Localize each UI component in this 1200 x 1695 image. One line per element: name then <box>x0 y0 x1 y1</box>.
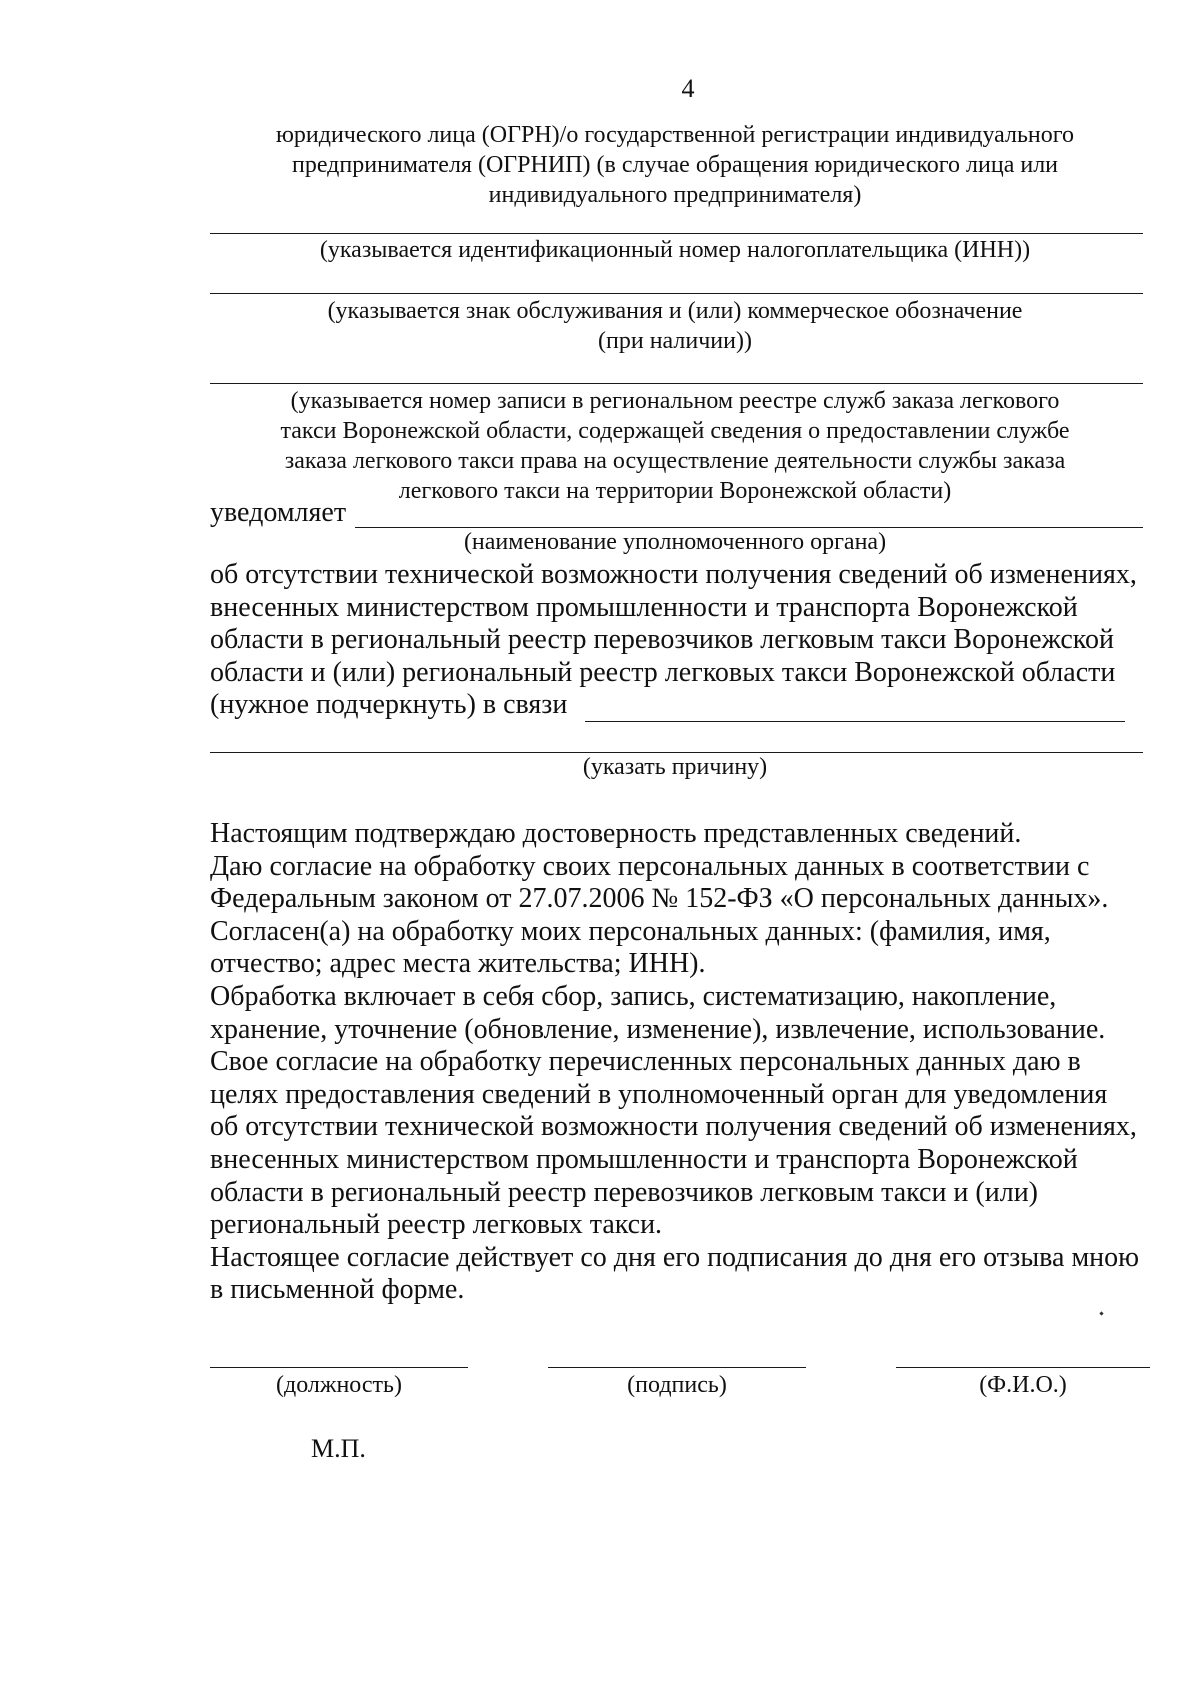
notifies-word: уведомляет <box>210 497 347 528</box>
registry-hint-line: такси Воронежской области, содержащей сведения о предоставлении службе <box>280 418 1070 444</box>
consent-line: Даю согласие на обработку своих персональных данных в соответствии с <box>210 850 1090 882</box>
trademark-hint <box>210 296 1140 356</box>
top-block-line: индивидуального предпринимателя) <box>488 182 862 208</box>
consent-line: Настоящим подтверждаю достоверность представленных сведений. <box>210 818 1022 849</box>
signature-label: (подпись) <box>627 1372 727 1398</box>
stamp-place: М.П. <box>311 1434 366 1463</box>
consent-line: внесенных министерством промышленности и транспорта Воронежской <box>210 1143 1078 1175</box>
reason-inline-fill-line <box>585 721 1125 722</box>
consent-line: Согласен(а) на обработку моих персональных данных: (фамилия, имя, <box>210 915 1051 947</box>
consent-line: Свое согласие на обработку перечисленных персональных данных даю в <box>210 1046 1081 1078</box>
consent-line: Настоящее согласие действует со дня его подписания до дня его отзыва мною <box>210 1241 1140 1273</box>
scan-speck <box>1099 1311 1103 1315</box>
registry-hint-line: заказа легкового такси права на осуществление деятельности службы заказа <box>284 448 1066 474</box>
consent-line: области в региональный реестр перевозчиков легковым такси и (или) <box>210 1176 1039 1208</box>
consent-line: целях предоставления сведений в уполномоченный орган для уведомления <box>210 1078 1108 1110</box>
main-paragraph <box>210 559 1145 722</box>
page-number: 4 <box>681 74 695 103</box>
main-paragraph-line: (нужное подчеркнуть) в связи <box>210 689 568 721</box>
consent-line: в письменной форме. <box>210 1274 465 1306</box>
consent-line: региональный реестр легковых такси. <box>210 1209 663 1241</box>
name-fill-line <box>896 1367 1150 1368</box>
consent-block <box>210 818 1145 1307</box>
trademark-hint-line: (при наличии)) <box>598 328 752 354</box>
registry-hint-line: легкового такси на территории Воронежской области) <box>398 478 952 504</box>
main-paragraph-line: об отсутствии технической возможности получения сведений об изменениях, <box>210 559 1137 590</box>
inn-hint: (указывается идентификационный номер налогоплательщика (ИНН)) <box>319 237 1031 263</box>
top-block <box>210 120 1140 210</box>
main-paragraph-line: области в региональный реестр перевозчиков легковым такси Воронежской <box>210 624 1114 656</box>
trademark-fill-line <box>210 293 1143 294</box>
authority-hint: (наименование уполномоченного органа) <box>463 529 887 555</box>
signature-fill-line <box>548 1367 806 1368</box>
reason-hint: (указать причину) <box>582 754 768 780</box>
trademark-hint-line: (указывается знак обслуживания и (или) коммерческое обозначение <box>327 298 1023 324</box>
name-label: (Ф.И.О.) <box>979 1372 1067 1398</box>
main-paragraph-line: внесенных министерством промышленности и транспорта Воронежской <box>210 591 1078 623</box>
top-block-line: предпринимателя (ОГРНИП) (в случае обращения юридического лица или <box>291 152 1059 178</box>
inn-fill-line <box>210 233 1143 234</box>
registry-hint <box>210 386 1140 506</box>
consent-line: Федеральным законом от 27.07.2006 № 152-ФЗ «О персональных данных». <box>210 883 1109 915</box>
position-label: (должность) <box>276 1372 402 1398</box>
consent-line: Обработка включает в себя сбор, запись, систематизацию, накопление, <box>210 980 1057 1012</box>
consent-line: отчество; адрес места жительства; ИНН). <box>210 948 706 980</box>
consent-line: об отсутствии технической возможности получения сведений об изменениях, <box>210 1111 1137 1143</box>
top-block-line: юридического лица (ОГРН)/о государственной регистрации индивидуального <box>275 122 1075 148</box>
position-fill-line <box>210 1367 468 1368</box>
registry-fill-line <box>210 383 1143 384</box>
registry-hint-line: (указывается номер записи в региональном реестре служб заказа легкового <box>290 388 1060 414</box>
consent-line: хранение, уточнение (обновление, изменение), извлечение, использование. <box>210 1013 1106 1045</box>
main-paragraph-line: области и (или) региональный реестр легковых такси Воронежской области <box>210 656 1116 688</box>
